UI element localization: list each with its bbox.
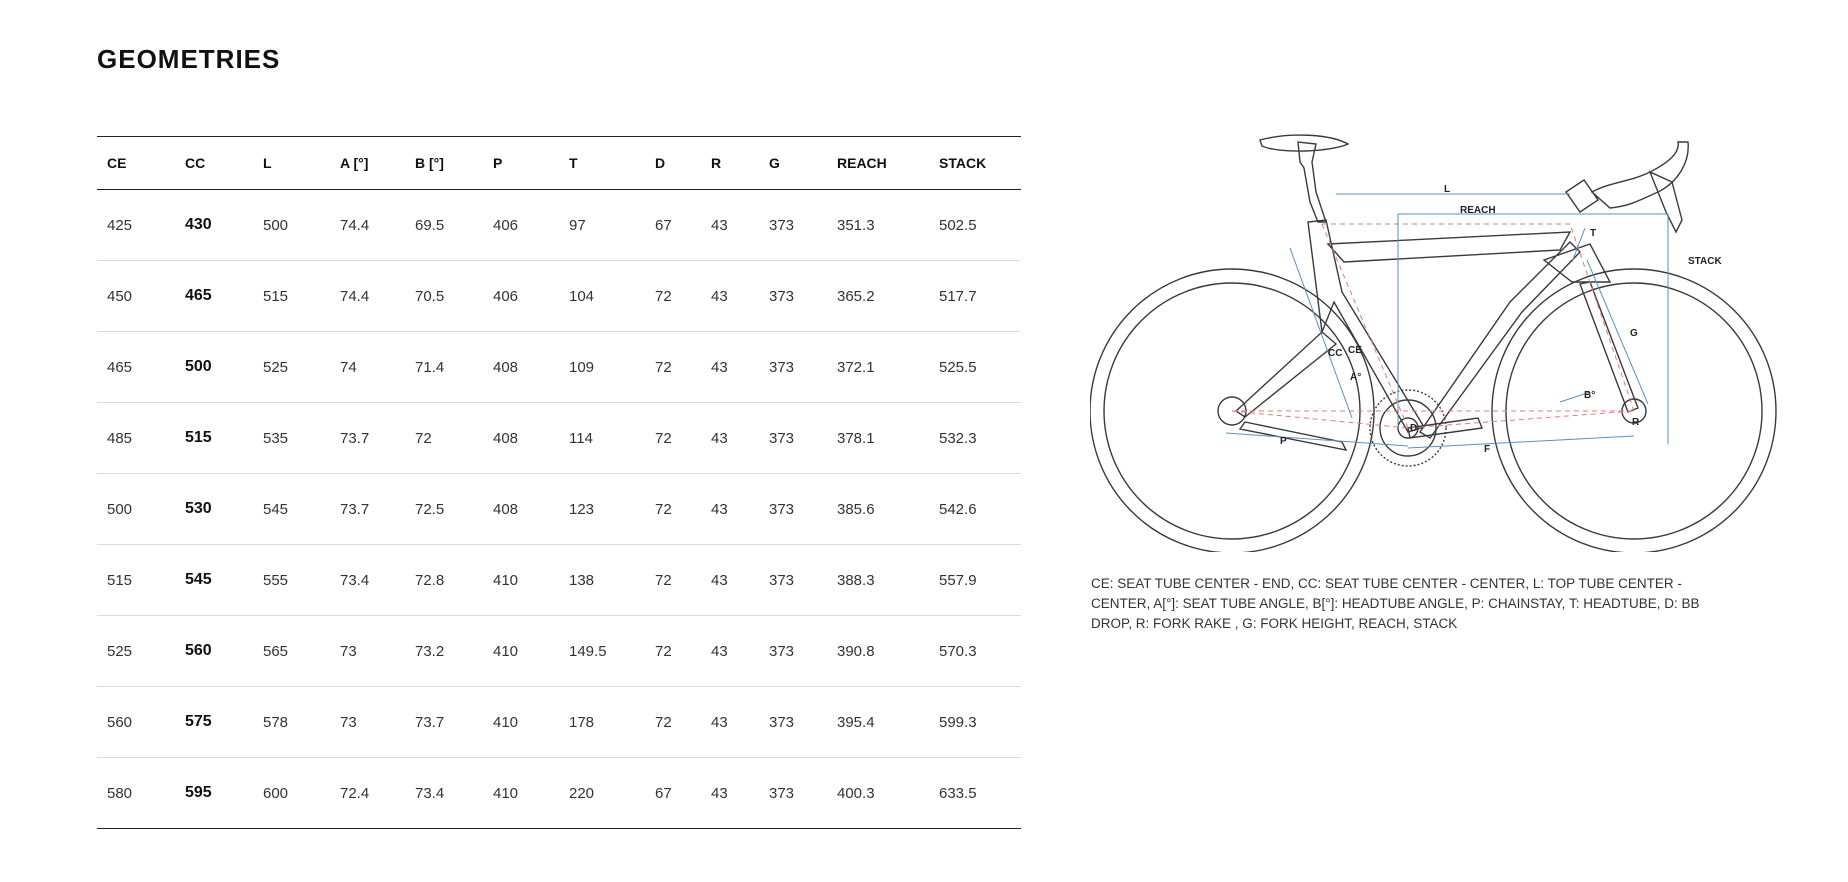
table-cell: 535 [253,403,330,474]
table-cell: 373 [759,687,827,758]
table-cell: 351.3 [827,190,929,261]
table-cell: 72 [405,403,483,474]
table-cell: 114 [559,403,645,474]
table-cell: 109 [559,332,645,403]
table-cell: 502.5 [929,190,1021,261]
geometry-table [97,136,1021,829]
col-header-r: R [701,137,759,190]
table-row [97,261,1021,332]
table-cell: 465 [175,261,253,332]
label-a: A° [1350,372,1362,383]
table-cell: 73 [330,616,405,687]
table-cell: 560 [175,616,253,687]
table-cell: 425 [97,190,175,261]
col-header-b: B [°] [405,137,483,190]
table-cell: 578 [253,687,330,758]
table-cell: 69.5 [405,190,483,261]
table-cell: 72 [645,474,701,545]
table-cell: 500 [175,332,253,403]
table-cell: 72 [645,545,701,616]
table-cell: 373 [759,261,827,332]
table-cell: 73.4 [330,545,405,616]
table-cell: 408 [483,332,559,403]
table-cell: 74 [330,332,405,403]
col-header-g: G [759,137,827,190]
label-g: G [1630,328,1638,339]
table-cell: 73.2 [405,616,483,687]
table-cell: 149.5 [559,616,645,687]
table-cell: 378.1 [827,403,929,474]
col-header-p: P [483,137,559,190]
table-cell: 373 [759,332,827,403]
table-cell: 373 [759,403,827,474]
table-cell: 485 [97,403,175,474]
table-cell: 372.1 [827,332,929,403]
table-cell: 43 [701,261,759,332]
table-body [97,190,1021,829]
label-l: L [1444,184,1451,195]
table-cell: 72 [645,403,701,474]
table-cell: 532.3 [929,403,1021,474]
table-cell: 43 [701,616,759,687]
table-cell: 43 [701,758,759,829]
table-cell: 373 [759,474,827,545]
table-cell: 43 [701,190,759,261]
col-header-reach: REACH [827,137,929,190]
table-cell: 410 [483,758,559,829]
table-cell: 373 [759,545,827,616]
table-cell: 385.6 [827,474,929,545]
table-cell: 500 [97,474,175,545]
table-cell: 465 [97,332,175,403]
table-cell: 410 [483,545,559,616]
table-cell: 220 [559,758,645,829]
table-cell: 74.4 [330,190,405,261]
table-cell: 408 [483,474,559,545]
table-cell: 430 [175,190,253,261]
table-cell: 72.4 [330,758,405,829]
col-header-stack: STACK [929,137,1021,190]
table-cell: 525.5 [929,332,1021,403]
table-cell: 373 [759,758,827,829]
label-stack: STACK [1688,256,1722,267]
col-header-l: L [253,137,330,190]
table-cell: 67 [645,758,701,829]
table-cell: 72 [645,687,701,758]
label-d: D [1410,423,1418,434]
table-cell: 542.6 [929,474,1021,545]
table-cell: 373 [759,616,827,687]
table-cell: 43 [701,474,759,545]
table-cell: 73.7 [330,474,405,545]
table-cell: 72.5 [405,474,483,545]
label-f: F [1484,444,1491,455]
table-cell: 71.4 [405,332,483,403]
table-cell: 406 [483,190,559,261]
table-cell: 97 [559,190,645,261]
col-header-t: T [559,137,645,190]
table-row [97,190,1021,261]
table-cell: 410 [483,687,559,758]
col-header-cc: CC [175,137,253,190]
table-cell: 515 [253,261,330,332]
label-r: R [1632,417,1640,428]
col-header-d: D [645,137,701,190]
table-cell: 525 [253,332,330,403]
bike-frame [1236,135,1688,450]
dimension-blue-lines [1226,194,1668,448]
table-cell: 373 [759,190,827,261]
label-ce: CE [1348,345,1362,356]
table-cell: 599.3 [929,687,1021,758]
table-cell: 67 [645,190,701,261]
table-cell: 530 [175,474,253,545]
page-title: GEOMETRIES [97,44,281,74]
table-cell: 633.5 [929,758,1021,829]
table-cell: 72 [645,332,701,403]
table-cell: 73.7 [405,687,483,758]
table-cell: 72.8 [405,545,483,616]
table-row [97,332,1021,403]
table-cell: 517.7 [929,261,1021,332]
table-cell: 557.9 [929,545,1021,616]
table-row [97,616,1021,687]
bike-geometry-diagram [1090,132,1780,552]
table-cell: 43 [701,687,759,758]
label-p: P [1280,436,1287,447]
label-cc: CC [1328,348,1343,359]
table-cell: 123 [559,474,645,545]
table-cell: 570.3 [929,616,1021,687]
table-cell: 43 [701,403,759,474]
table-cell: 515 [175,403,253,474]
table-cell: 388.3 [827,545,929,616]
table-cell: 410 [483,616,559,687]
table-row [97,758,1021,829]
table-cell: 406 [483,261,559,332]
col-header-ce: CE [97,137,175,190]
table-row [97,403,1021,474]
table-cell: 400.3 [827,758,929,829]
label-b: B° [1584,390,1596,401]
table-row [97,545,1021,616]
table-cell: 545 [253,474,330,545]
table-cell: 72 [645,261,701,332]
table-cell: 595 [175,758,253,829]
table-cell: 408 [483,403,559,474]
table-cell: 43 [701,332,759,403]
table-cell: 600 [253,758,330,829]
label-t: T [1590,228,1597,239]
table-cell: 450 [97,261,175,332]
table-cell: 178 [559,687,645,758]
table-cell: 575 [175,687,253,758]
table-cell: 580 [97,758,175,829]
table-cell: 72 [645,616,701,687]
table-cell: 565 [253,616,330,687]
table-cell: 500 [253,190,330,261]
table-cell: 70.5 [405,261,483,332]
table-cell: 73 [330,687,405,758]
table-row [97,474,1021,545]
label-reach: REACH [1460,205,1496,216]
table-cell: 73.4 [405,758,483,829]
col-header-a: A [°] [330,137,405,190]
table-cell: 74.4 [330,261,405,332]
diagram-legend: CE: SEAT TUBE CENTER - END, CC: SEAT TUBE CENTER - CENTER, L: TOP TUBE CENTER - CENTER, A[°]: SEAT TUBE ANGLE, B[°]: HEADTUBE ANGLE, P: CHAINSTAY, T: HEADTUBE, D: BB DROP, R: FORK RAKE , G: FORK HEIGHT, REACH, STACK [1091,576,1700,631]
table-cell: 73.7 [330,403,405,474]
table-header-row [97,137,1021,190]
table-cell: 525 [97,616,175,687]
table-cell: 104 [559,261,645,332]
table-cell: 138 [559,545,645,616]
table-cell: 560 [97,687,175,758]
table-cell: 395.4 [827,687,929,758]
table-cell: 43 [701,545,759,616]
table-cell: 555 [253,545,330,616]
table-cell: 515 [97,545,175,616]
table-cell: 365.2 [827,261,929,332]
table-row [97,687,1021,758]
table-cell: 545 [175,545,253,616]
table-cell: 390.8 [827,616,929,687]
